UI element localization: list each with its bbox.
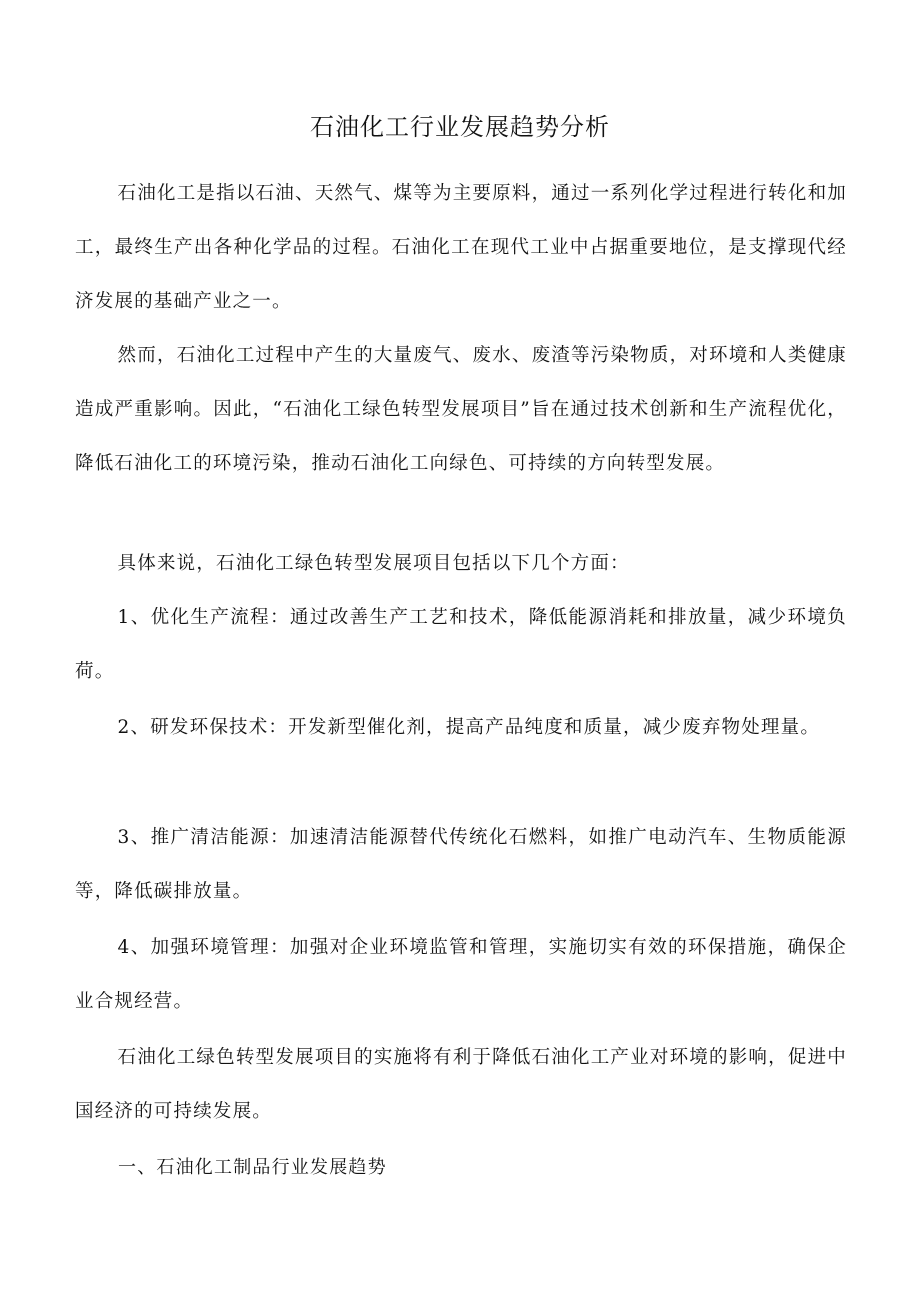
document-title: 石油化工行业发展趋势分析 (310, 113, 610, 141)
paragraph-intro: 石油化工是指以石油、天然气、煤等为主要原料，通过一系列化学过程进行转化和加工，最终生产出各种化学品的过程。石油化工在现代工业中占据重要地位，是支撑现代经济发展的基础产业之一。 (75, 183, 847, 312)
paragraph-pollution: 然而，石油化工过程中产生的大量废气、废水、废渣等污染物质，对环境和人类健康造成严重影响。因此，“石油化工绿色转型发展项目”旨在通过技术创新和生产流程优化，降低石油化工的环境污染，推动石油化工向绿色、可持续的方向转型发展。 (75, 345, 847, 474)
list-item-green-tech: 2、研发环保技术：开发新型催化剂，提高产品纯度和质量，减少废弃物处理量。 (117, 717, 821, 738)
paragraph-overview: 具体来说，石油化工绿色转型发展项目包括以下几个方面： (117, 553, 630, 574)
list-item-optimize-process: 1、优化生产流程：通过改善生产工艺和技术，降低能源消耗和排放量，减少环境负荷。 (75, 607, 847, 682)
paragraph-conclusion: 石油化工绿色转型发展项目的实施将有利于降低石油化工产业对环境的影响，促进中国经济的可持续发展。 (75, 1047, 847, 1122)
section-heading: 一、石油化工制品行业发展趋势 (118, 1157, 387, 1178)
list-item-env-management: 4、加强环境管理：加强对企业环境监管和管理，实施切实有效的环保措施，确保企业合规经营。 (75, 937, 847, 1012)
list-item-clean-energy: 3、推广清洁能源：加速清洁能源替代传统化石燃料，如推广电动汽车、生物质能源等，降低碳排放量。 (75, 827, 847, 902)
